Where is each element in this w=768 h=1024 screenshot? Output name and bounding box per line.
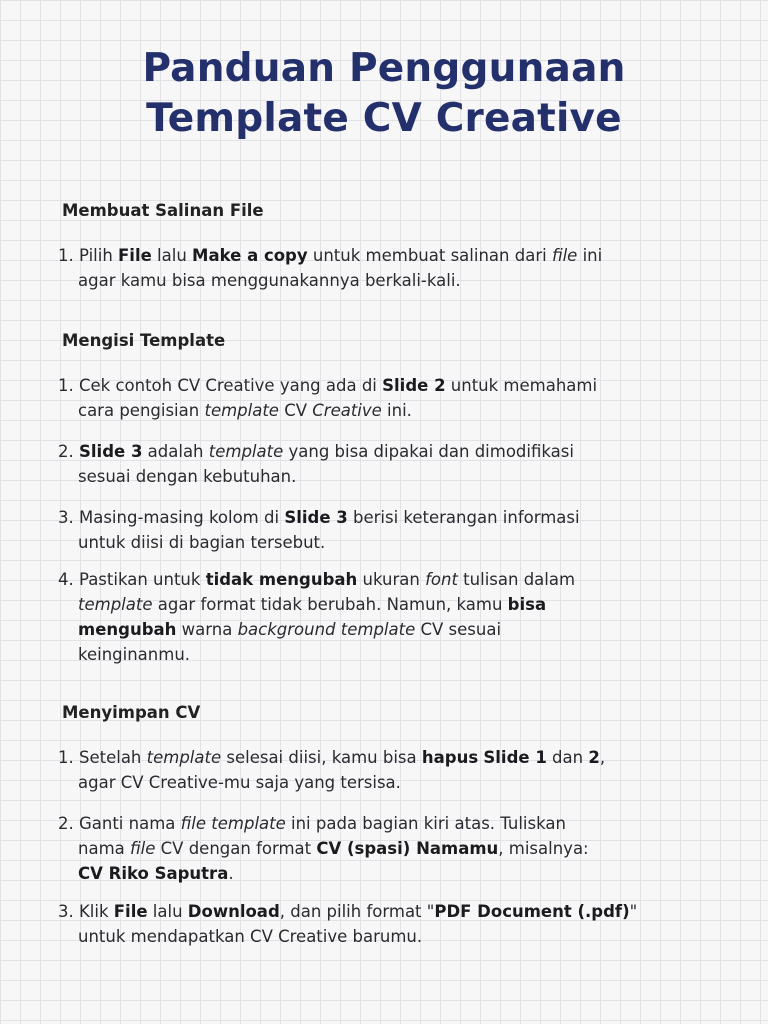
- text-segment: sesuai dengan kebutuhan.: [78, 467, 297, 486]
- text-segment: lalu: [147, 902, 188, 921]
- list-item-line: [58, 530, 718, 555]
- text-segment: selesai diisi, kamu bisa: [221, 748, 422, 767]
- text-segment: agar kamu bisa menggunakannya berkali-kali.: [78, 271, 461, 290]
- text-segment: Make a copy: [192, 246, 308, 265]
- text-segment: Slide 1: [483, 748, 547, 767]
- text-segment: untuk memahami: [445, 376, 598, 395]
- text-segment: CV Riko Saputra: [78, 864, 229, 883]
- text-segment: nama: [78, 839, 130, 858]
- text-segment: berisi keterangan informasi: [347, 508, 580, 527]
- text-segment: 1. Setelah: [58, 748, 147, 767]
- list-item: [58, 811, 718, 886]
- text-segment: 3. Klik: [58, 902, 114, 921]
- page-title-line-1: Panduan Penggunaan: [142, 46, 626, 91]
- text-segment: CV (spasi) Namamu: [316, 839, 499, 858]
- text-segment: 2: [588, 748, 600, 767]
- list-item-line: [58, 861, 718, 886]
- list-item-line: [58, 770, 718, 795]
- text-segment: Download: [187, 902, 280, 921]
- text-segment: template: [208, 442, 284, 461]
- text-segment: Slide 3: [284, 508, 348, 527]
- list-item-line: [58, 567, 718, 592]
- list-item: [58, 439, 718, 489]
- section-heading: Membuat Salinan File: [62, 201, 264, 220]
- text-segment: , dan pilih format ": [279, 902, 435, 921]
- list-item-line: [58, 899, 718, 924]
- list-item: [58, 567, 718, 667]
- text-segment: 2.: [58, 442, 79, 461]
- text-segment: 1. Pilih: [58, 246, 119, 265]
- list-item: [58, 899, 718, 949]
- text-segment: 3. Masing-masing kolom di: [58, 508, 285, 527]
- text-segment: template: [204, 401, 279, 420]
- list-item-line: [58, 592, 718, 617]
- list-item-line: [58, 924, 718, 949]
- text-segment: Slide 2: [382, 376, 446, 395]
- text-segment: ukuran: [357, 570, 426, 589]
- text-segment: template: [146, 748, 222, 767]
- text-segment: hapus: [421, 748, 479, 767]
- text-segment: CV dengan format: [155, 839, 317, 858]
- text-segment: dan: [546, 748, 589, 767]
- text-segment: Creative: [312, 401, 382, 420]
- list-item: [58, 243, 718, 293]
- text-segment: CV sesuai: [415, 620, 502, 639]
- list-item-line: [58, 373, 718, 398]
- text-segment: 2. Ganti nama: [58, 814, 181, 833]
- text-segment: File: [113, 902, 148, 921]
- list-item-line: [58, 642, 718, 667]
- section-heading: Menyimpan CV: [62, 703, 201, 722]
- text-segment: 4. Pastikan untuk: [58, 570, 206, 589]
- text-segment: agar CV Creative-mu saja yang tersisa.: [78, 773, 401, 792]
- text-segment: file: [130, 839, 156, 858]
- text-segment: File: [118, 246, 152, 265]
- text-segment: warna: [176, 620, 238, 639]
- text-segment: mengubah: [78, 620, 177, 639]
- text-segment: 1. Cek contoh CV Creative yang ada di: [58, 376, 383, 395]
- text-segment: file: [551, 246, 578, 265]
- list-item-line: [58, 398, 718, 423]
- list-item-line: [58, 505, 718, 530]
- text-segment: CV: [278, 401, 313, 420]
- list-item: [58, 505, 718, 555]
- text-segment: template: [78, 595, 153, 614]
- text-segment: cara pengisian: [78, 401, 205, 420]
- text-segment: tidak mengubah: [205, 570, 358, 589]
- list-item-line: [58, 268, 718, 293]
- text-segment: .: [228, 864, 234, 883]
- text-segment: background template: [237, 620, 416, 639]
- text-segment: , misalnya:: [498, 839, 589, 858]
- list-item-line: [58, 836, 718, 861]
- text-segment: untuk mendapatkan CV Creative barumu.: [78, 927, 423, 946]
- text-segment: adalah: [142, 442, 209, 461]
- list-item-line: [58, 243, 718, 268]
- text-segment: font: [425, 570, 458, 589]
- list-item-line: [58, 439, 718, 464]
- text-segment: Slide 3: [79, 442, 143, 461]
- text-segment: file template: [180, 814, 286, 833]
- text-segment: untuk membuat salinan dari: [307, 246, 552, 265]
- list-item-line: [58, 464, 718, 489]
- text-segment: untuk diisi di bagian tersebut.: [78, 533, 326, 552]
- page-title: [0, 44, 768, 144]
- text-segment: lalu: [151, 246, 193, 265]
- text-segment: ": [629, 902, 638, 921]
- list-item-line: [58, 745, 718, 770]
- list-item: [58, 745, 718, 795]
- text-segment: bisa: [507, 595, 547, 614]
- text-segment: keinginanmu.: [78, 645, 191, 664]
- list-item-line: [58, 811, 718, 836]
- list-item: [58, 373, 718, 423]
- section-heading: Mengisi Template: [62, 331, 226, 350]
- text-segment: agar format tidak berubah. Namun, kamu: [152, 595, 508, 614]
- page-title-line-2: Template CV Creative: [146, 96, 622, 141]
- text-segment: ini.: [381, 401, 412, 420]
- text-segment: ,: [599, 748, 606, 767]
- text-segment: yang bisa dipakai dan dimodifikasi: [283, 442, 574, 461]
- text-segment: ini: [577, 246, 603, 265]
- list-item-line: [58, 617, 718, 642]
- text-segment: ini pada bagian kiri atas. Tuliskan: [285, 814, 566, 833]
- text-segment: PDF Document (.pdf): [434, 902, 630, 921]
- text-segment: tulisan dalam: [457, 570, 576, 589]
